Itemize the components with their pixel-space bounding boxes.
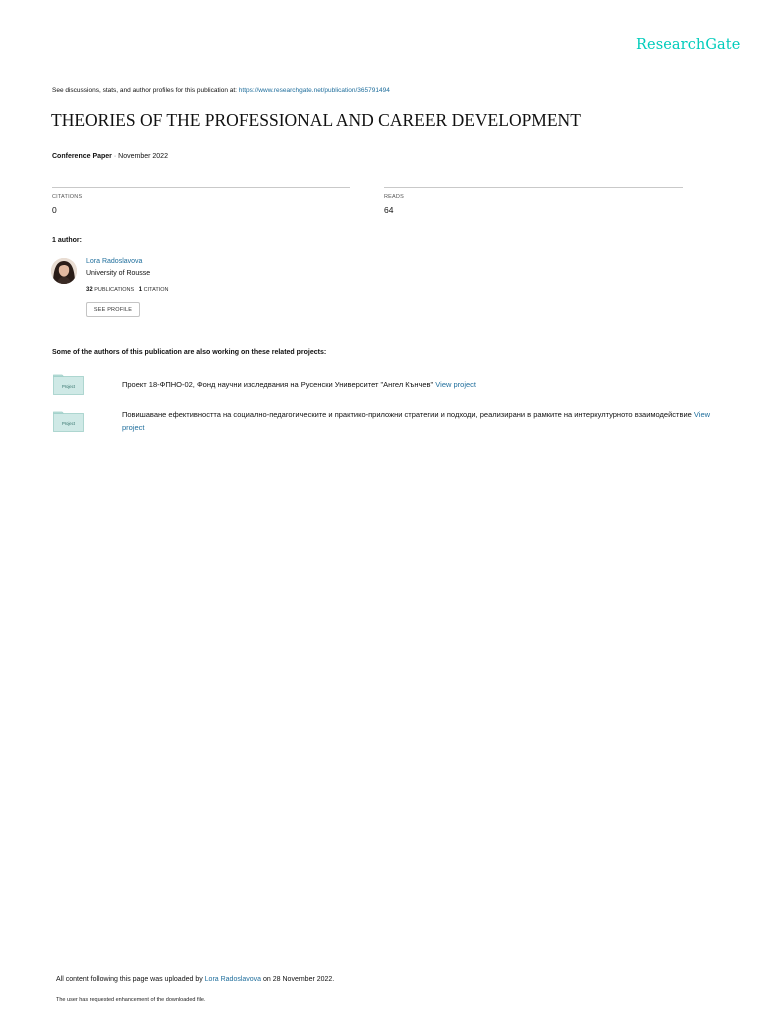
- publication-url-link[interactable]: https://www.researchgate.net/publication/365791494: [238, 87, 390, 94]
- intro-line: [52, 87, 390, 94]
- author-publications-count: 32: [86, 287, 93, 293]
- researchgate-logo[interactable]: ResearchGate: [636, 37, 741, 53]
- project-folder-icon[interactable]: [53, 374, 84, 394]
- author-citations-count: 1: [138, 287, 143, 293]
- project-title: Повишаване ефективността на социално-педагогическите и практико-приложни стратегии и подходи, реализирани в рамките на интеркултурното взаимодействие: [122, 410, 694, 419]
- enhancement-note: The user has requested enhancement of the downloaded file.: [56, 997, 206, 1003]
- upload-note: [56, 976, 334, 983]
- publication-meta: [52, 153, 168, 160]
- citations-divider: [52, 187, 350, 188]
- publication-date: November 2022: [118, 153, 168, 160]
- authors-heading: 1 author:: [52, 237, 82, 244]
- project-folder-label: Project: [61, 384, 76, 389]
- reads-label: READS: [384, 194, 404, 200]
- author-name-link[interactable]: Lora Radoslavova: [86, 258, 143, 265]
- author-stats: [86, 287, 168, 293]
- see-profile-button[interactable]: SEE PROFILE: [86, 302, 140, 317]
- reads-divider: [384, 187, 683, 188]
- citations-value: 0: [52, 205, 57, 215]
- project-folder-label: Project: [61, 421, 76, 426]
- related-project-item: [122, 409, 722, 434]
- author-citations-label: CITATION: [142, 287, 169, 293]
- related-projects-heading: Some of the authors of this publication are also working on these related projects:: [52, 349, 327, 356]
- intro-text: See discussions, stats, and author profiles for this publication at:: [52, 87, 239, 94]
- publication-type: Conference Paper: [52, 153, 112, 160]
- reads-value: 64: [384, 205, 394, 215]
- upload-prefix: All content following this page was uploaded by: [56, 976, 205, 983]
- author-avatar[interactable]: [51, 258, 77, 284]
- author-publications-label: PUBLICATIONS: [92, 287, 135, 293]
- uploader-link[interactable]: Lora Radoslavova: [204, 976, 262, 983]
- author-institution: University of Rousse: [86, 270, 151, 277]
- meta-separator: ·: [111, 153, 119, 160]
- publication-title: THEORIES OF THE PROFESSIONAL AND CAREER DEVELOPMENT: [51, 110, 581, 130]
- project-folder-icon[interactable]: [53, 411, 84, 431]
- view-project-link[interactable]: View project: [122, 410, 711, 432]
- related-project-item: [122, 379, 722, 392]
- upload-suffix: on 28 November 2022.: [261, 976, 335, 983]
- citations-label: CITATIONS: [52, 194, 83, 200]
- project-title: Проект 18-ФПНО-02, Фонд научни изследвания на Русенски Университет "Ангел Кънчев": [122, 380, 436, 389]
- view-project-link[interactable]: View project: [435, 380, 477, 389]
